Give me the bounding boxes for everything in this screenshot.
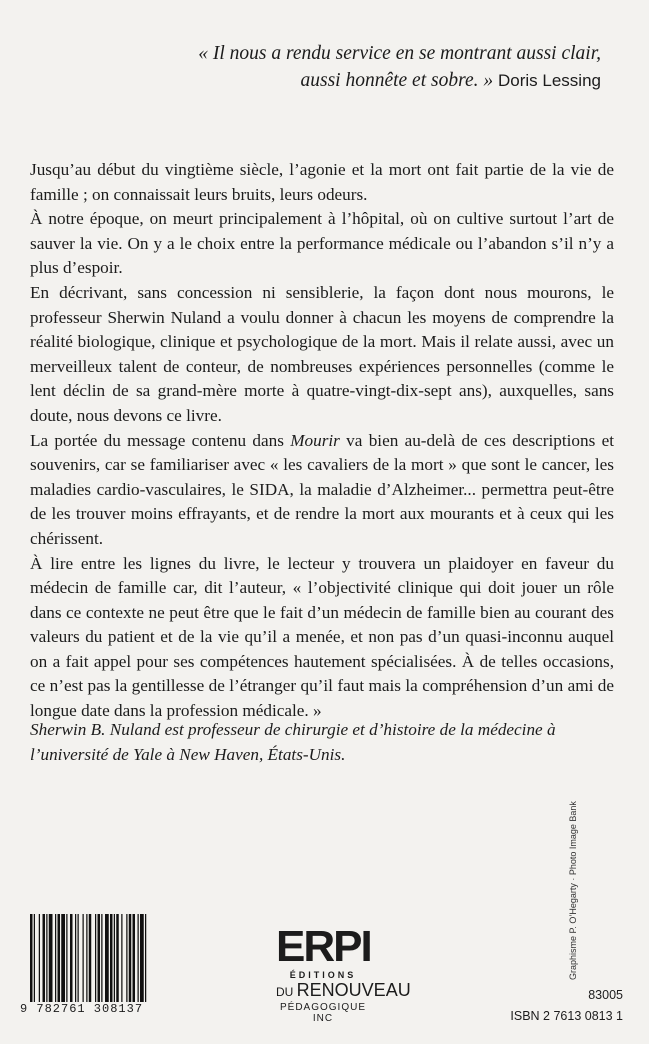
barcode-bar: [116, 914, 119, 1002]
paragraph-4-end: va bien au-delà de ces descriptions et souvenirs, car se familiariser avec « les cavaliers de la mort » que sont le cancer, les maladies cardio-vasculaires, le SIDA, la maladie d’Alzheimer... permettra peut-être de les trouver moins effrayants, et de rendre la mort aux mourants et à ceux qui les chérissent.: [30, 430, 614, 548]
barcode-bar: [30, 914, 33, 1002]
publisher-line-1: ÉDITIONS: [289, 970, 357, 980]
quote-author: Doris Lessing: [498, 71, 601, 90]
barcode-bar: [98, 914, 101, 1002]
author-bio: Sherwin B. Nuland est professeur de chirurgie et d’histoire de la médecine à l’université de Yale à New Haven, États-Unis.: [30, 720, 556, 764]
barcode-bar: [145, 914, 146, 1002]
barcode-bar: [83, 914, 84, 1002]
back-cover-text: [30, 158, 614, 724]
barcode-bar: [34, 914, 35, 1002]
barcode-bar: [121, 914, 122, 1002]
barcode-bar: [110, 914, 113, 1002]
barcode-bar: [95, 914, 96, 1002]
barcode-bar: [61, 914, 65, 1002]
barcode-bar: [39, 914, 40, 1002]
barcode-number: 9 782761 308137: [20, 1002, 144, 1016]
barcode-bar: [55, 914, 56, 1002]
paragraph-5: À lire entre les lignes du livre, le lecteur y trouvera un plaidoyer en faveur du médecin de famille car, dit l’auteur, « l’objectivité clinique qui doit jouer un rôle dans ce contexte ne peut être que le fait d’un médecin de famille bien au courant des valeurs du patient et de la vie qu’il a menée, et non pas d’un quasi-inconnu auquel on a fait appel pour ses compétences hautement spécialisées. À de telles occasions, ce n’est pas la gentillesse de l’étranger qu’il faut mais la compréhension d’un ami de longue date dans la profession médicale. »: [30, 553, 614, 721]
barcode-bar: [133, 914, 136, 1002]
barcode-bar: [114, 914, 115, 1002]
barcode-bar: [129, 914, 132, 1002]
barcode-bar: [46, 914, 47, 1002]
publisher-line-2: [276, 980, 411, 1002]
product-code: 83005: [588, 988, 623, 1002]
publisher-renouveau: RENOUVEAU: [296, 980, 411, 1000]
paragraph-3: En décrivant, sans concession ni sensiblerie, la façon dont nous mourons, le professeur Sherwin Nuland a voulu donner à chacun les moyens de comprendre la réalité biologique, clinique et psychologique de la mort. Mais il relate aussi, avec un merveilleux talent de conteur, de nombreuses expériences personnelles (comme le lent déclin de sa grand-mère morte à quatre-vingt-dix-sept ans), auxquelles, sans doute, nous devons ce livre.: [30, 282, 614, 425]
barcode-bar: [89, 914, 92, 1002]
paragraph-4-start: La portée du message contenu dans: [30, 430, 291, 450]
barcode-bar: [78, 914, 79, 1002]
barcode-bar: [43, 914, 46, 1002]
barcode-bar: [138, 914, 139, 1002]
book-codes: [510, 985, 623, 1027]
quote-line-2: aussi honnête et sobre. »: [300, 70, 494, 91]
publisher-logo: [276, 922, 411, 1032]
publisher-du: DU: [276, 985, 297, 999]
barcode-bar: [49, 914, 53, 1002]
photo-credit: Graphisme P. O’Hegarty · Photo Image Bank: [568, 801, 578, 980]
barcode-bar: [101, 914, 102, 1002]
isbn: ISBN 2 7613 0813 1: [510, 1009, 623, 1023]
barcode-bar: [140, 914, 144, 1002]
publisher-line-3: PÉDAGOGIQUE INC: [279, 1002, 366, 1024]
publisher-mark: ERPI: [276, 922, 371, 971]
quote-line-1: « Il nous a rendu service en se montrant aussi clair,: [198, 43, 601, 64]
barcode-bar: [66, 914, 67, 1002]
barcode-bar: [58, 914, 61, 1002]
barcode-bar: [75, 914, 76, 1002]
barcode-bar: [70, 914, 73, 1002]
barcode: [20, 914, 220, 1014]
paragraph-1: Jusqu’au début du vingtième siècle, l’agonie et la mort ont fait partie de la vie de famille ; on connaissait leurs bruits, leurs odeurs.: [30, 160, 614, 204]
barcode-bar: [86, 914, 87, 1002]
paragraph-4: [30, 429, 614, 552]
book-title: Mourir: [290, 430, 340, 450]
barcode-bars: [30, 914, 220, 1002]
paragraph-2: À notre époque, on meurt principalement à l’hôpital, où on cultive surtout l’art de sauver la vie. On y a le choix entre la performance médicale ou l’abandon s’il n’y a plus d’espoir.: [30, 209, 614, 278]
epigraph-quote: [0, 40, 601, 94]
barcode-bar: [126, 914, 127, 1002]
barcode-bar: [105, 914, 109, 1002]
